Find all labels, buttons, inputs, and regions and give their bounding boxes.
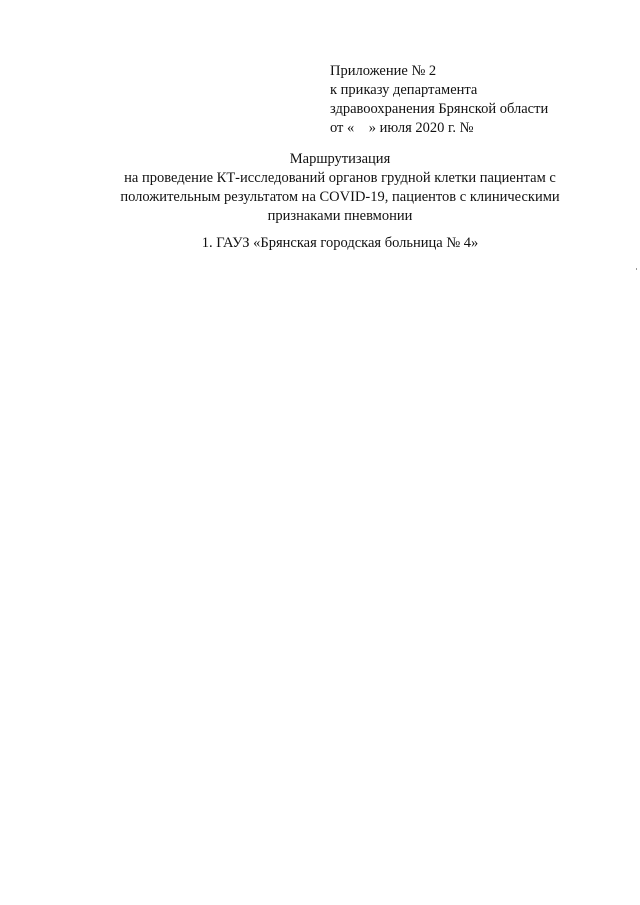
appendix-number: Приложение № 2 — [330, 63, 437, 79]
title-line-2: положительным результатом на COVID-19, пациентов с клиническими — [120, 189, 560, 205]
section-item-1: 1. ГАУЗ «Брянская городская больница № 4» — [201, 235, 479, 251]
scan-speck — [636, 268, 637, 270]
appendix-order-ref: к приказу департамента — [330, 82, 478, 98]
title-heading: Маршрутизация — [289, 151, 391, 167]
document-title — [40, 150, 640, 226]
appendix-header — [330, 62, 610, 138]
title-line-1: на проведение КТ-исследований органов грудной клетки пациентам с — [124, 170, 556, 186]
section-hospital-1 — [40, 234, 640, 253]
appendix-department: здравоохранения Брянской области — [330, 101, 549, 117]
appendix-date: от « » июля 2020 г. № — [330, 120, 474, 136]
title-line-3: признаками пневмонии — [267, 208, 413, 224]
